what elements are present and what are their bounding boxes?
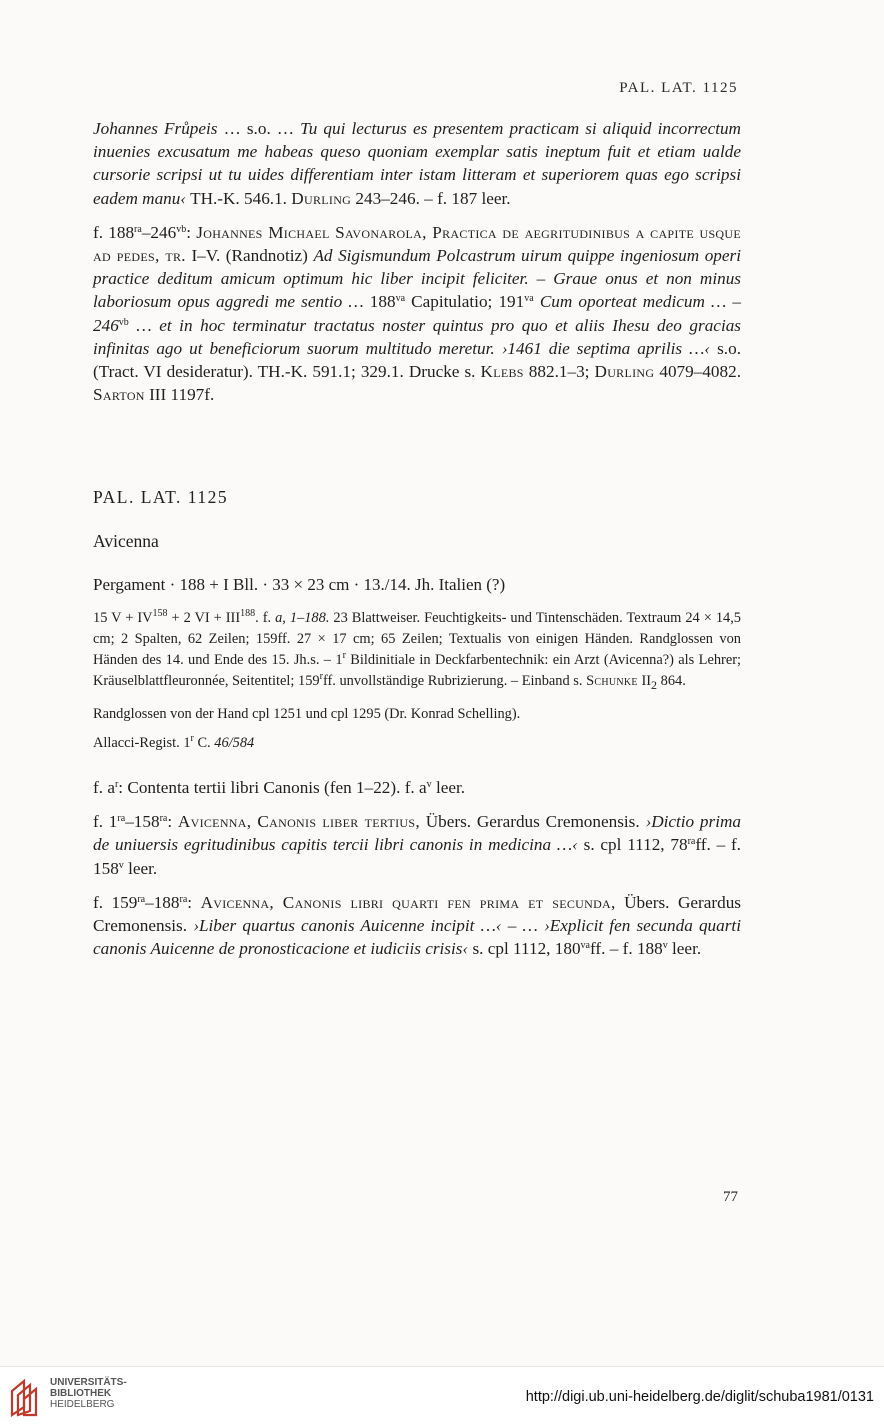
library-name-line: BIBLIOTHEK [50, 1388, 112, 1399]
superscript: r [190, 732, 194, 744]
text: leer. [123, 858, 158, 878]
superscript: ra [137, 893, 146, 905]
small-caps-author: Klebs [480, 362, 524, 382]
text: : [187, 892, 201, 912]
superscript: va [395, 293, 406, 305]
small-caps-author: Schunke [586, 673, 638, 690]
entry-paragraph-savonarola [93, 221, 741, 407]
italic-text: Johannes Frůpeis [93, 119, 218, 138]
text: ff. – f. 188 [590, 939, 663, 959]
text: ff. – f. 158 [93, 835, 741, 878]
text: 15 V + IV [93, 610, 153, 627]
codex-description: Pergament · 188 + I Bll. · 33 × 23 cm · 13./14. Jh. Italien (?) [93, 574, 506, 594]
italic-incipit: ›Liber quartus canonis Auicenne incipit …‹ – … ›Explicit fen secunda quarti canonis Auicenne de pronosticacione et iudiciis crisis‹ [93, 915, 741, 959]
source-url-link[interactable]: http://digi.ub.uni-heidelberg.de/diglit/schuba1981/0131 [525, 1389, 874, 1405]
superscript: ra [179, 893, 188, 905]
text: 882.1–3; [523, 362, 595, 382]
text: –158 [125, 812, 160, 832]
entry-paragraph-canon-4 [93, 891, 741, 961]
entry-paragraph-canon-3 [93, 810, 741, 880]
library-logo-icon [8, 1377, 42, 1417]
text: 243–246. – f. 187 leer. [351, 188, 511, 208]
text: Übers. Gerardus Cremonensis. [93, 892, 741, 935]
superscript: 158 [152, 608, 168, 620]
superscript: va [524, 293, 534, 305]
superscript: r [342, 650, 346, 662]
library-name-line: UNIVERSITÄTS- [50, 1377, 127, 1388]
text: leer. [667, 939, 702, 959]
library-name [50, 1377, 127, 1410]
text: I–V. (Randnotiz) [185, 246, 314, 266]
text: f. a [93, 777, 115, 797]
text: : [167, 812, 178, 832]
text: f. 188 [93, 222, 135, 242]
entry-paragraph-contenta [93, 776, 741, 799]
codicological-details [93, 608, 741, 696]
text: s. cpl 1112, 78 [577, 835, 688, 855]
text: 188 [363, 292, 396, 312]
gloss-note: Randglossen von der Hand cpl 1251 und cpl 1295 (Dr. Konrad Schelling). [93, 705, 521, 722]
text: s.o. (Tract. VI desideratur). TH.-K. 591.1; 329.1. Drucke s. [93, 338, 741, 382]
italic-incipit: ›Dictio prima de uniuersis egritudinibus capitis tercii libri canonis in medicina …‹ [93, 812, 742, 855]
superscript: 188 [240, 608, 256, 620]
entry-paragraph-frupeis [93, 117, 741, 210]
text: leer. [431, 777, 466, 797]
text: f. 1 [93, 812, 118, 832]
italic-incipit: Ad Sigismundum Polcastrum uirum quippe ingeniosum operi practice deditum amicum optimum hic liber incipit feliciter. – Graue onus et non minus laboriosum opus aggredi me sentio … [93, 246, 741, 312]
italic-text: a, 1–188. [275, 610, 330, 627]
superscript: r [319, 671, 323, 683]
text: –188 [145, 892, 180, 912]
small-caps-author: Sarton [93, 385, 145, 405]
superscript: ra [687, 836, 696, 848]
superscript: ra [117, 813, 126, 825]
text: III 1197f. [144, 385, 215, 405]
subscript: 2 [651, 677, 658, 692]
small-caps-title: Avicenna, Canonis liber tertius, [177, 812, 420, 832]
text: C. [193, 734, 215, 751]
running-head: PAL. LAT. 1125 [619, 80, 738, 96]
library-name-line: HEIDELBERG [50, 1399, 115, 1410]
section-heading: PAL. LAT. 1125 [93, 487, 229, 508]
text: II [637, 673, 652, 690]
superscript: v [118, 859, 124, 871]
text: : [186, 222, 197, 242]
text: : Contenta tertii libri Canonis (fen 1–22). f. a [118, 777, 427, 797]
italic-explicit: … et in hoc terminatur tractatus noster quintus pro quo et aliis Ihesu deo gracias infinitas ago ut beneficiorum suorum multitudo meretur. ›1461 die septima aprilis …‹ [93, 315, 741, 358]
text: Bildinitiale in Deckfarbentechnik: ein Arzt (Avicenna?) als Lehrer; Kräuselblattfleuronnée, Seitentitel; 159 [93, 652, 741, 690]
italic-text: 46/584 [214, 734, 255, 751]
superscript: ra [159, 813, 168, 825]
text: –246 [141, 222, 177, 242]
text: ff. unvollständige Rubrizierung. – Einband s. [322, 673, 587, 690]
text: 23 Blattweiser. Feuchtigkeits- und Tintenschäden. Textraum 24 × 14,5 cm; 2 Spalten, 62 Zeilen; 159ff. 27 × 17 cm; 65 Zeilen; Textualis von einigen Händen. Randglossen von Händen des 14. und Ende des 15. Jh.s. – 1 [93, 610, 742, 669]
text: 864. [657, 673, 686, 690]
small-caps-title: Avicenna, Canonis libri quarti fen prima et secunda, [200, 892, 616, 912]
small-caps-author: Durling [291, 188, 352, 208]
text: TH.-K. 546.1. [186, 188, 292, 208]
italic-incipit: Tu qui lecturus es presentem practicam si aliquid incorrectum inuenies excusatum me habeas queso quoniam exemplar satis ineptum fuit et etiam ualde cursorie scripsi ut tu uides differentiam inter istam litteram et superiorem quas ego scripsi eadem manu‹ [93, 119, 741, 208]
text: + 2 VI + III [167, 610, 241, 627]
superscript: v [662, 940, 668, 952]
text: Übers. Gerardus Cremonensis. [419, 812, 646, 832]
text: … s.o. … [217, 119, 301, 138]
footer-bar [0, 1366, 884, 1427]
text: Capitulatio; 191 [405, 292, 525, 312]
text: f. 159 [93, 892, 138, 912]
text: . f. [255, 610, 276, 627]
small-caps-author: Durling [594, 362, 655, 382]
author-heading: Avicenna [93, 530, 159, 551]
small-caps-title: Johannes Michael Savonarola, Practica de aegritudinibus a capite usque ad pedes, tr. [93, 222, 741, 266]
italic-incipit: Cum oporteat medicum … – 246 [93, 292, 741, 335]
superscript: vb [176, 223, 187, 235]
text: s. cpl 1112, 180 [468, 939, 581, 959]
superscript: vb [118, 316, 129, 328]
page-number: 77 [723, 1189, 738, 1205]
superscript: ra [134, 223, 142, 235]
superscript: v [426, 778, 432, 790]
allacci-register [93, 733, 741, 754]
text: 4079–4082. [654, 362, 742, 382]
body-text [93, 117, 741, 971]
text: Allacci-Regist. 1 [93, 734, 191, 751]
superscript: va [580, 940, 590, 952]
superscript: r [114, 778, 119, 790]
